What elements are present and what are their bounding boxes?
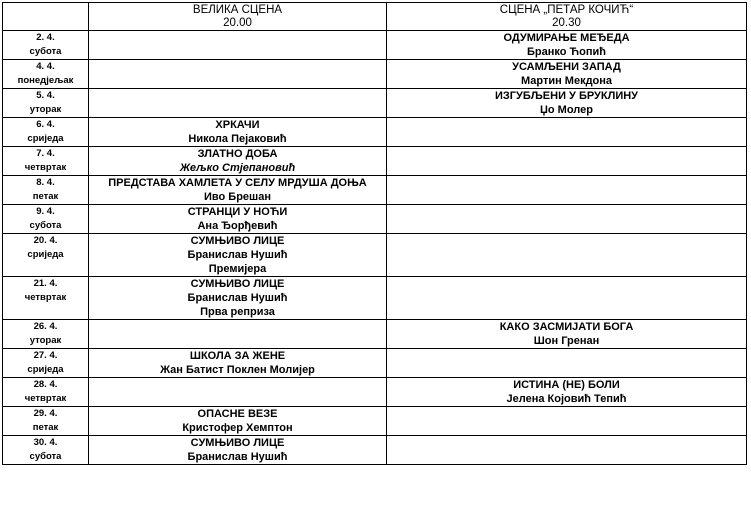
play-author: Шон Гренан	[533, 335, 600, 347]
date-cell	[3, 277, 89, 320]
weekday-label: четвртак	[24, 393, 67, 404]
date-cell	[3, 320, 89, 349]
small-stage-cell	[387, 277, 747, 320]
main-stage-cell	[89, 60, 387, 89]
main-stage-cell	[89, 277, 387, 320]
play-title: КАКО ЗАСМИЈАТИ БОГА	[499, 321, 634, 333]
date-cell	[3, 378, 89, 407]
date-label: 7. 4.	[36, 148, 55, 159]
main-stage-cell	[89, 205, 387, 234]
weekday-label: субота	[29, 451, 62, 462]
weekday-label: петак	[32, 422, 59, 433]
main-stage-cell	[89, 176, 387, 205]
play-author: Бранислав Нушић	[187, 292, 288, 304]
small-stage-cell	[387, 60, 747, 89]
play-title: ОДУМИРАЊЕ МЕЂЕДА	[503, 32, 630, 44]
play-author: Кристофер Хемптон	[182, 422, 293, 434]
small-stage-cell	[387, 205, 747, 234]
main-stage-cell	[89, 320, 387, 349]
play-title: СУМЊИВО ЛИЦЕ	[190, 235, 285, 247]
table-row	[3, 176, 747, 205]
header-small-stage	[387, 3, 747, 31]
small-stage-cell	[387, 320, 747, 349]
table-row	[3, 378, 747, 407]
date-label: 8. 4.	[36, 177, 55, 188]
date-cell	[3, 234, 89, 277]
table-row	[3, 205, 747, 234]
date-label: 21. 4.	[33, 278, 58, 289]
date-cell	[3, 89, 89, 118]
date-label: 9. 4.	[36, 206, 55, 217]
table-row	[3, 320, 747, 349]
date-label: 4. 4.	[36, 61, 55, 72]
small-stage-cell	[387, 436, 747, 465]
play-author: Жељко Стјепановић	[179, 162, 296, 174]
play-author: Бранислав Нушић	[187, 249, 288, 261]
main-stage-cell	[89, 436, 387, 465]
main-stage-time: 20.00	[223, 17, 252, 29]
main-stage-cell	[89, 89, 387, 118]
weekday-label: сриједа	[27, 364, 64, 375]
play-title: ИЗГУБЉЕНИ У БРУКЛИНУ	[494, 90, 639, 102]
weekday-label: уторак	[29, 335, 62, 346]
main-stage-cell	[89, 147, 387, 176]
play-author: Иво Брешан	[204, 191, 271, 203]
play-author: Ана Ђорђевић	[197, 220, 278, 232]
table-row	[3, 234, 747, 277]
weekday-label: четвртак	[24, 162, 67, 173]
date-label: 20. 4.	[33, 235, 58, 246]
small-stage-cell	[387, 234, 747, 277]
weekday-label: понедјељак	[17, 75, 74, 86]
main-stage-name: ВЕЛИКА СЦЕНА	[192, 4, 283, 16]
small-stage-cell	[387, 176, 747, 205]
play-title: ЗЛАТНО ДОБА	[197, 148, 278, 160]
date-cell	[3, 407, 89, 436]
table-row	[3, 277, 747, 320]
play-title: УСАМЉЕНИ ЗАПАД	[512, 61, 621, 73]
repertoire-table	[2, 2, 747, 465]
date-cell	[3, 349, 89, 378]
play-author: Никола Пејаковић	[188, 133, 287, 145]
performance-note: Прва реприза	[200, 306, 275, 318]
date-cell	[3, 436, 89, 465]
main-stage-cell	[89, 349, 387, 378]
date-label: 29. 4.	[33, 408, 58, 419]
main-stage-cell	[89, 407, 387, 436]
small-stage-cell	[387, 378, 747, 407]
small-stage-cell	[387, 349, 747, 378]
date-cell	[3, 60, 89, 89]
play-author: Бранко Ћопић	[527, 46, 606, 58]
table-row	[3, 118, 747, 147]
date-cell	[3, 205, 89, 234]
main-stage-cell	[89, 31, 387, 60]
weekday-label: субота	[29, 46, 62, 57]
table-row	[3, 436, 747, 465]
play-title: СТРАНЦИ У НОЋИ	[187, 206, 288, 218]
date-label: 2. 4.	[36, 32, 55, 43]
weekday-label: четвртак	[24, 292, 67, 303]
date-cell	[3, 176, 89, 205]
header-corner-cell	[3, 3, 89, 31]
date-cell	[3, 147, 89, 176]
small-stage-cell	[387, 407, 747, 436]
table-row	[3, 407, 747, 436]
play-author: Жан Батист Поклен Молијер	[160, 364, 315, 376]
header-main-stage	[89, 3, 387, 31]
small-stage-name: СЦЕНА „ПЕТАР КОЧИЋ“	[499, 4, 634, 16]
play-title: СУМЊИВО ЛИЦЕ	[190, 278, 285, 290]
date-label: 27. 4.	[33, 350, 58, 361]
small-stage-time: 20.30	[552, 17, 581, 29]
play-title: ПРЕДСТАВА ХАМЛЕТА У СЕЛУ МРДУША ДОЊА	[108, 177, 367, 189]
date-label: 5. 4.	[36, 90, 55, 101]
play-title: ХРКАЧИ	[215, 119, 260, 131]
table-row	[3, 147, 747, 176]
table-row	[3, 60, 747, 89]
play-author: Бранислав Нушић	[187, 451, 288, 463]
play-author: Мартин Мекдона	[520, 75, 613, 87]
date-label: 30. 4.	[33, 437, 58, 448]
play-author: Јелена Којовић Тепић	[506, 393, 627, 405]
weekday-label: сриједа	[27, 133, 64, 144]
weekday-label: петак	[32, 191, 59, 202]
main-stage-cell	[89, 118, 387, 147]
date-label: 6. 4.	[36, 119, 55, 130]
table-row	[3, 349, 747, 378]
play-title: СУМЊИВО ЛИЦЕ	[190, 437, 285, 449]
play-title: ИСТИНА (НЕ) БОЛИ	[513, 379, 620, 391]
play-author: Џо Молер	[540, 104, 593, 116]
date-cell	[3, 31, 89, 60]
date-cell	[3, 118, 89, 147]
performance-note: Премијера	[208, 263, 267, 275]
weekday-label: субота	[29, 220, 62, 231]
table-row	[3, 89, 747, 118]
weekday-label: сриједа	[27, 249, 64, 260]
small-stage-cell	[387, 31, 747, 60]
weekday-label: уторак	[29, 104, 62, 115]
main-stage-cell	[89, 378, 387, 407]
small-stage-cell	[387, 147, 747, 176]
play-title: ОПАСНЕ ВЕЗЕ	[197, 408, 278, 420]
schedule-body	[3, 31, 747, 465]
play-title: ШКОЛА ЗА ЖЕНЕ	[189, 350, 286, 362]
table-row	[3, 31, 747, 60]
date-label: 28. 4.	[33, 379, 58, 390]
date-label: 26. 4.	[33, 321, 58, 332]
main-stage-cell	[89, 234, 387, 277]
small-stage-cell	[387, 89, 747, 118]
header-row	[3, 3, 747, 31]
small-stage-cell	[387, 118, 747, 147]
